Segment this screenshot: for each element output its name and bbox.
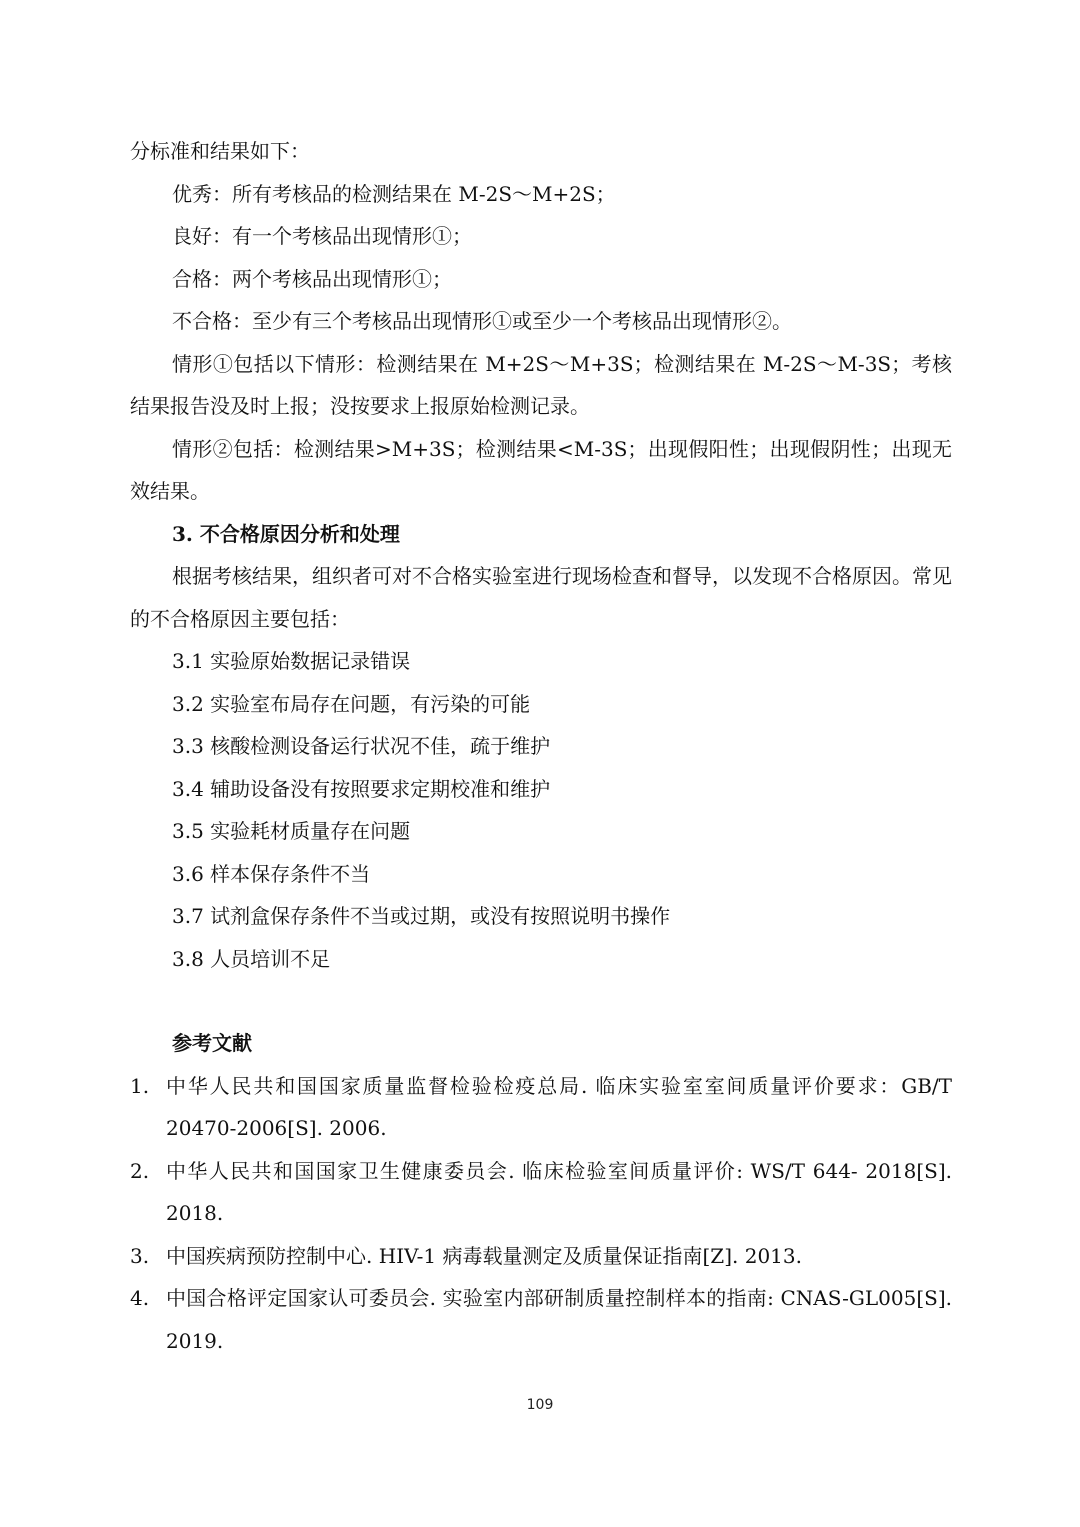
page-number: 109	[526, 1397, 554, 1413]
reference-item	[130, 1150, 952, 1235]
cause-item: 3.1 实验原始数据记录错误	[172, 649, 411, 673]
intro-line: 分标准和结果如下：	[130, 139, 310, 163]
situation-2-paragraph: 情形②包括：检测结果>M+3S；检测结果<M-3S；出现假阳性；出现假阴性；出现无效结果。	[130, 436, 952, 503]
reference-item	[130, 1065, 952, 1150]
reference-text: 中国疾病预防控制中心. HIV-1 病毒载量测定及质量保证指南[Z]. 2013.	[166, 1243, 802, 1268]
reference-item	[130, 1235, 952, 1278]
references-title: 参考文献	[172, 1031, 252, 1055]
reference-text: 中华人民共和国国家质量监督检验检疫总局. 临床实验室室间质量评价要求：GB/T 20470-2006[S]. 2006.	[166, 1073, 952, 1140]
cause-item: 3.5 实验耗材质量存在问题	[172, 819, 411, 843]
page-body	[130, 130, 952, 1362]
reference-number: 3.	[130, 1243, 150, 1268]
reference-item	[130, 1277, 952, 1362]
cause-list	[130, 640, 952, 980]
grade-excellent: 优秀：所有考核品的检测结果在 M-2S～M+2S；	[172, 181, 616, 206]
reference-text: 中华人民共和国国家卫生健康委员会. 临床检验室间质量评价: WS/T 644- 2018[S]. 2018.	[166, 1158, 952, 1225]
section-spacer	[130, 980, 952, 1022]
cause-item: 3.2 实验室布局存在问题，有污染的可能	[172, 691, 531, 716]
section-3-heading: 3. 不合格原因分析和处理	[172, 521, 400, 546]
cause-item: 3.4 辅助设备没有按照要求定期校准和维护	[172, 776, 551, 801]
cause-item: 3.7 试剂盒保存条件不当或过期，或没有按照说明书操作	[172, 904, 671, 928]
grade-good: 良好：有一个考核品出现情形①；	[172, 224, 472, 248]
reference-text: 中国合格评定国家认可委员会. 实验室内部研制质量控制样本的指南: CNAS-GL005[S]. 2019.	[166, 1286, 952, 1353]
section-3-paragraph: 根据考核结果，组织者可对不合格实验室进行现场检查和督导，以发现不合格原因。常见的不合格原因主要包括：	[130, 564, 952, 631]
grade-pass: 合格：两个考核品出现情形①；	[172, 266, 452, 291]
cause-item: 3.6 样本保存条件不当	[172, 861, 371, 886]
reference-list	[130, 1065, 952, 1363]
reference-number: 4.	[130, 1286, 150, 1310]
reference-number: 1.	[130, 1073, 150, 1098]
cause-item: 3.3 核酸检测设备运行状况不佳，疏于维护	[172, 734, 551, 758]
situation-1-paragraph: 情形①包括以下情形：检测结果在 M+2S～M+3S；检测结果在 M-2S～M-3S；考核结果报告没及时上报；没按要求上报原始检测记录。	[130, 351, 952, 418]
grade-fail: 不合格：至少有三个考核品出现情形①或至少一个考核品出现情形②。	[172, 309, 792, 333]
cause-item: 3.8 人员培训不足	[172, 946, 331, 971]
reference-number: 2.	[130, 1158, 150, 1183]
